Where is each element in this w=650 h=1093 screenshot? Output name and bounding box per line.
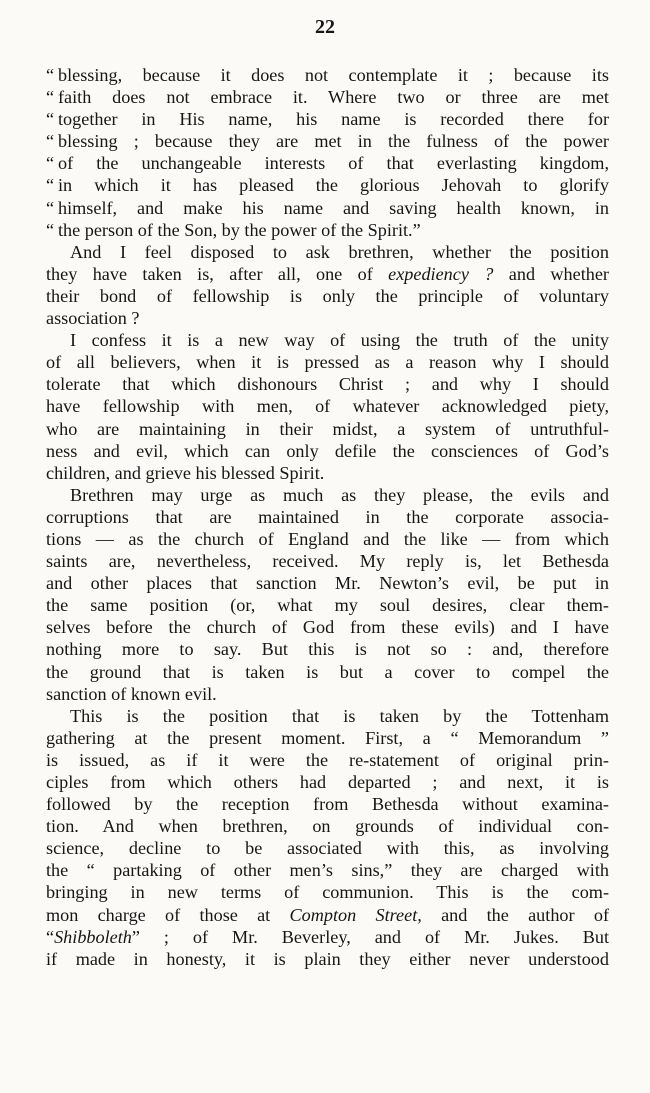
text-line [46,904,609,926]
text-line [46,616,609,638]
text-line [46,815,609,837]
text-line [46,506,609,528]
line-text: the “ partaking of other men’s sins,” they are charged with [46,860,609,881]
line-text: himself, and make his name and saving health known, in [58,197,609,218]
line-text: the person of the Son, by the power of the Spirit.” [58,219,421,240]
text-line [46,638,609,660]
quote-mark: “ [46,153,55,174]
text-line [46,351,609,373]
line-text: selves before the church of God from these evils) and I have [46,617,609,638]
line-text: faith does not embrace it. Where two or three are met [58,87,609,108]
line-text: of the unchangeable interests of that everlasting kingdom, [58,153,609,174]
line-text: tions — as the church of England and the like — from which [46,528,609,549]
text-line [46,683,609,705]
text-line [46,550,609,572]
page-number: 22 [315,16,335,38]
line-text: saints are, nevertheless, received. My reply is, let Bethesda [46,551,609,572]
quote-mark: “ [46,175,55,196]
text-line [46,86,609,108]
italic-text: Compton Street, [289,904,422,925]
text-line [46,263,609,285]
text-line [46,771,609,793]
text-line [46,727,609,749]
text-line [46,130,609,152]
text-line [46,440,609,462]
line-text: tion. And when brethren, on grounds of individual con- [46,816,609,837]
text-line [46,793,609,815]
text-line [46,152,609,174]
line-text: the same position (or, what my soul desires, clear them- [46,595,609,616]
quote-mark: “ [46,87,55,108]
text-line [46,572,609,594]
line-text: “ [46,926,55,947]
line-text: I confess it is a new way of using the truth of the unity [70,330,609,351]
line-text: followed by the reception from Bethesda without examina- [46,794,609,815]
quote-mark: “ [46,109,55,130]
quote-mark: “ [46,219,55,240]
text-line [46,661,609,683]
text-line [46,705,609,727]
text-line [46,241,609,263]
text-line [46,594,609,616]
line-text: and whether [508,263,609,284]
line-text: if made in honesty, it is plain they either never understood [46,948,609,969]
line-text: nothing more to say. But this is not so : and, therefore [46,639,609,660]
line-text: and the author of [441,904,609,925]
line-text: and other places that sanction Mr. Newton’s evil, be put in [46,573,609,594]
text-line [46,285,609,307]
line-text: the ground that is taken is but a cover to compel the [46,661,609,682]
line-text: Brethren may urge as much as they please, the evils and [70,484,609,505]
line-text: ciples from which others had departed ; and next, it is [46,772,609,792]
body-text [46,64,609,970]
italic-text: Shibboleth [54,926,132,947]
line-text: This is the position that is taken by the Tottenham [70,705,609,726]
line-text: association ? [46,308,140,329]
text-line [46,462,609,484]
text-line [46,948,609,970]
text-line [46,484,609,506]
text-line [46,418,609,440]
text-line [46,329,609,351]
line-text: blessing ; because they are met in the fulness of the power [58,131,609,152]
quote-mark: “ [46,65,55,85]
line-text: of all believers, when it is pressed as a reason why I should [46,352,609,373]
line-text: And I feel disposed to ask brethren, whether the position [70,241,609,262]
line-text: ness and evil, which can only defile the consciences of God’s [46,440,609,461]
line-text: science, decline to be associated with this, as involving [46,838,609,859]
italic-text: expediency ? [388,263,494,284]
line-text: ” ; of Mr. Beverley, and of Mr. Jukes. But [131,926,609,947]
text-line [46,881,609,903]
line-text: is issued, as if it were the re-statement of original prin- [46,749,609,770]
text-line [46,926,609,948]
quote-mark: “ [46,131,55,152]
quote-mark: “ [46,197,55,218]
text-line [46,197,609,219]
line-text: tolerate that which dishonours Christ ; and why I should [46,374,609,395]
text-line [46,108,609,130]
text-line [46,174,609,196]
text-line [46,395,609,417]
text-line [46,859,609,881]
line-text: they have taken is, after all, one of [46,263,373,284]
line-text: gathering at the present moment. First, a “ Memorandum ” [46,727,609,748]
line-text: in which it has pleased the glorious Jehovah to glorify [58,175,609,196]
line-text: children, and grieve his blessed Spirit. [46,462,325,483]
line-text: together in His name, his name is recorded there for [58,109,609,130]
line-text: have fellowship with men, of whatever acknowledged piety, [46,396,609,417]
line-text: who are maintaining in their midst, a system of untruthful- [46,418,609,439]
line-text: bringing in new terms of communion. This is the com- [46,882,609,903]
text-line [46,307,609,329]
line-text: sanction of known evil. [46,683,217,704]
text-line [46,64,609,86]
line-text: corruptions that are maintained in the corporate associa- [46,506,609,527]
text-line [46,373,609,395]
text-line [46,837,609,859]
line-text: blessing, because it does not contemplate it ; because its [58,65,609,85]
line-text: mon charge of those at [46,904,271,925]
text-line [46,528,609,550]
text-line [46,219,609,241]
line-text: their bond of fellowship is only the principle of voluntary [46,285,609,306]
text-line [46,749,609,771]
